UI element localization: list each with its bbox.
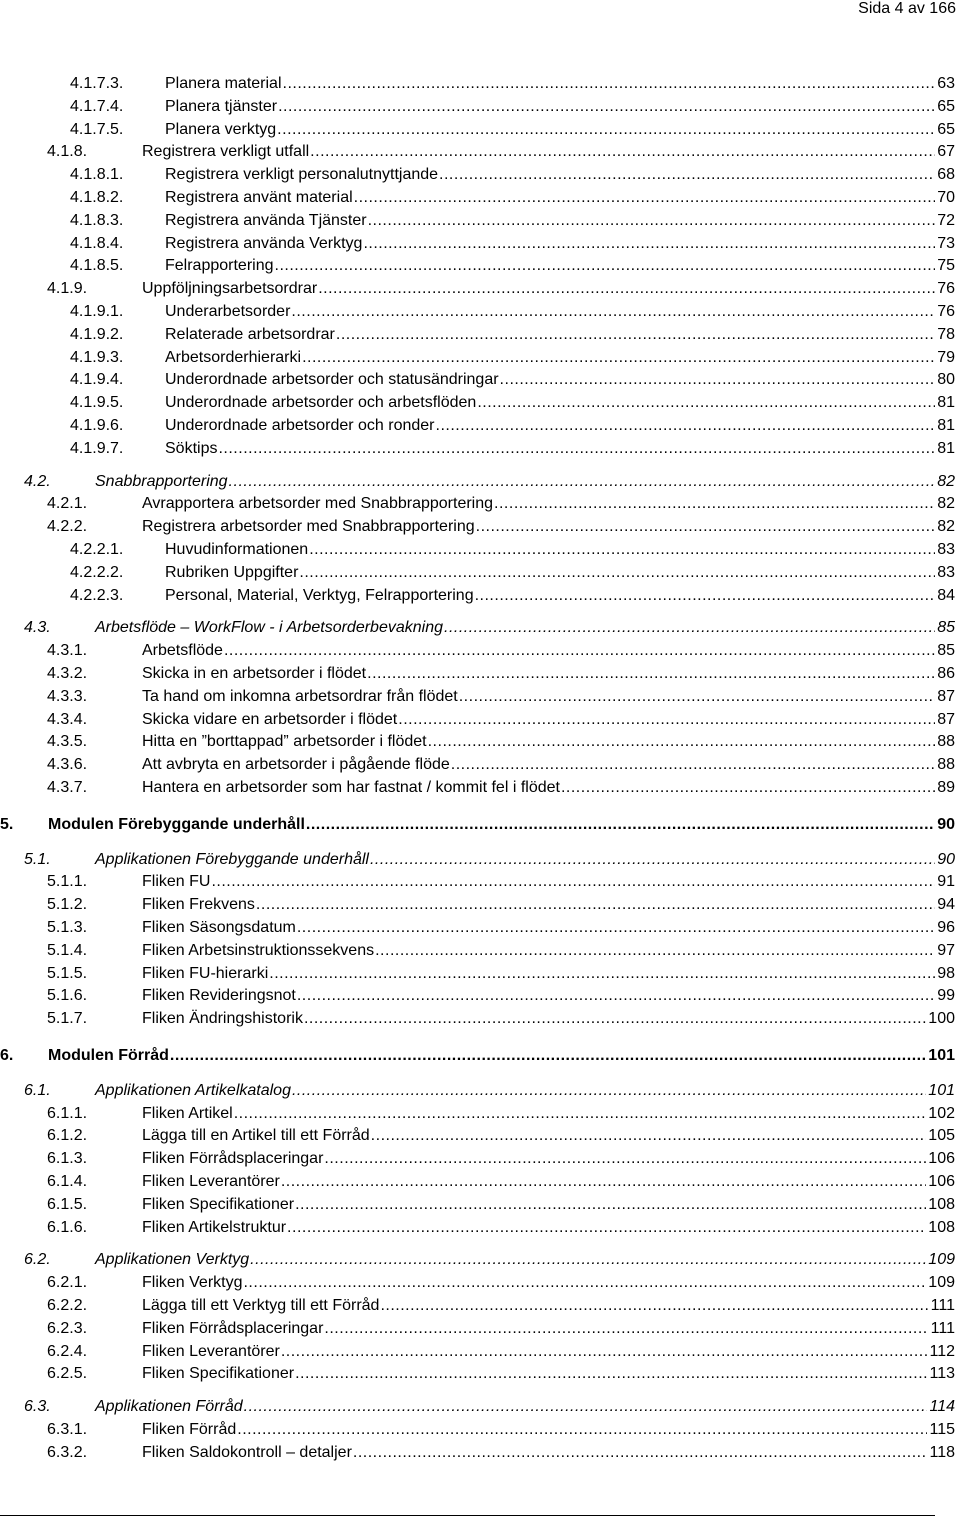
toc-entry[interactable] bbox=[0, 1172, 955, 1192]
toc-entry[interactable] bbox=[0, 142, 955, 162]
toc-entry-number: 6.2.2. bbox=[47, 1297, 88, 1314]
toc-entry-page: 101 bbox=[928, 1047, 955, 1064]
toc-entry-page: 91 bbox=[937, 873, 955, 891]
toc-entry-page: 82 bbox=[937, 495, 955, 513]
toc-entry-page: 81 bbox=[937, 417, 955, 434]
toc-dot-leader bbox=[277, 120, 935, 140]
toc-entry-title: Fliken Revideringsnot bbox=[142, 987, 296, 1005]
toc-entry-number: 4.1.7.5. bbox=[70, 120, 124, 138]
toc-entry-page: 79 bbox=[937, 348, 955, 366]
toc-entry-page: 83 bbox=[937, 563, 955, 581]
toc-entry-title: Modulen Förråd bbox=[48, 1047, 169, 1064]
toc-entry-page: 113 bbox=[929, 1365, 955, 1383]
page-header bbox=[0, 0, 960, 22]
toc-entry-number: 5.1.4. bbox=[47, 941, 88, 959]
toc-entry-title: Fliken Leverantörer bbox=[142, 1173, 280, 1190]
toc-entry[interactable] bbox=[0, 1250, 955, 1270]
toc-dot-leader bbox=[324, 1319, 928, 1339]
toc-dot-leader bbox=[309, 540, 935, 560]
toc-entry-page: 76 bbox=[937, 303, 955, 320]
toc-dot-leader bbox=[224, 641, 935, 661]
toc-entry-title: Fliken Artikel bbox=[142, 1104, 233, 1122]
toc-entry[interactable] bbox=[0, 234, 955, 254]
toc-dot-leader bbox=[459, 687, 935, 707]
toc-entry[interactable] bbox=[0, 1218, 955, 1238]
toc-entry-page: 108 bbox=[928, 1218, 955, 1236]
toc-entry-number: 6.2.3. bbox=[47, 1319, 88, 1337]
toc-entry-page: 88 bbox=[937, 733, 955, 751]
toc-entry[interactable] bbox=[0, 1342, 955, 1362]
toc-dot-leader bbox=[398, 710, 935, 730]
toc-dot-leader bbox=[170, 1046, 926, 1066]
toc-entry-title: Felrapportering bbox=[165, 257, 274, 275]
toc-entry-page: 118 bbox=[929, 1443, 955, 1461]
toc-entry-title: Registrera arbetsorder med Snabbrapportering bbox=[142, 518, 475, 536]
toc-dot-leader bbox=[318, 279, 935, 299]
toc-entry-number: 4.2.2. bbox=[47, 518, 88, 536]
toc-entry-number: 4.1.7.3. bbox=[70, 75, 124, 92]
toc-entry-title: Fliken FU bbox=[142, 873, 211, 891]
toc-entry[interactable] bbox=[0, 279, 955, 299]
toc-entry-page: 106 bbox=[928, 1173, 955, 1190]
toc-entry-number: 4.1.9.7. bbox=[70, 439, 124, 457]
toc-entry-page: 99 bbox=[937, 987, 955, 1005]
toc-entry[interactable] bbox=[0, 1273, 955, 1293]
toc-entry-number: 4.3.1. bbox=[47, 642, 88, 660]
toc-entry-number: 6.2.5. bbox=[47, 1365, 88, 1383]
toc-entry-title: Söktips bbox=[165, 439, 218, 457]
toc-dot-leader bbox=[353, 1443, 928, 1463]
toc-dot-leader bbox=[475, 586, 936, 606]
footer-divider bbox=[0, 1515, 935, 1516]
toc-entry-number: 6.1.1. bbox=[47, 1104, 88, 1122]
toc-entry-title: Fliken Frekvens bbox=[142, 896, 255, 914]
toc-entry-page: 109 bbox=[928, 1274, 955, 1292]
toc-entry-title: Registrera använda Tjänster bbox=[165, 211, 367, 229]
toc-entry-title: Personal, Material, Verktyg, Felrapportering bbox=[165, 586, 474, 604]
toc-entry-title: Registrera verkligt utfall bbox=[142, 143, 310, 161]
toc-entry-number: 4.2. bbox=[24, 472, 51, 490]
toc-entry-title: Fliken Arbetsinstruktionssekvens bbox=[142, 941, 375, 959]
toc-entry-number: 4.1.8.1. bbox=[70, 166, 124, 184]
toc-entry[interactable] bbox=[0, 472, 955, 492]
toc-dot-leader bbox=[299, 563, 935, 583]
toc-entry[interactable] bbox=[0, 895, 955, 915]
toc-entry-page: 90 bbox=[937, 850, 955, 868]
toc-entry-number: 4.1.8. bbox=[47, 143, 88, 161]
toc-entry-title: Uppföljningsarbetsordrar bbox=[142, 280, 318, 298]
toc-dot-leader bbox=[297, 918, 935, 938]
toc-entry-number: 4.1.9.5. bbox=[70, 394, 124, 412]
toc-entry[interactable] bbox=[0, 517, 955, 537]
toc-entry-page: 101 bbox=[928, 1081, 955, 1099]
toc-entry-page: 94 bbox=[937, 896, 955, 914]
toc-dot-leader bbox=[354, 188, 936, 208]
toc-entry[interactable] bbox=[0, 120, 955, 140]
toc-entry-title: Fliken Förrådsplaceringar bbox=[142, 1150, 324, 1168]
toc-entry-number: 6.1.4. bbox=[47, 1173, 88, 1190]
toc-entry[interactable] bbox=[0, 188, 955, 208]
toc-dot-leader bbox=[295, 1364, 927, 1384]
toc-entry-page: 102 bbox=[928, 1104, 955, 1122]
toc-entry-title: Fliken Säsongsdatum bbox=[142, 919, 296, 936]
toc-dot-leader bbox=[291, 302, 935, 322]
toc-entry[interactable] bbox=[0, 1009, 955, 1029]
toc-dot-leader bbox=[367, 664, 935, 684]
toc-entry-number: 6. bbox=[0, 1047, 14, 1064]
toc-entry-number: 4.1.7.4. bbox=[70, 97, 124, 115]
toc-entry[interactable] bbox=[0, 964, 955, 984]
toc-dot-leader bbox=[371, 1126, 927, 1146]
toc-entry-number: 4.1.9. bbox=[47, 280, 88, 298]
toc-dot-leader bbox=[494, 494, 935, 514]
toc-dot-leader bbox=[243, 1273, 926, 1293]
toc-entry[interactable] bbox=[0, 393, 955, 413]
toc-dot-leader bbox=[283, 74, 936, 94]
toc-dot-leader bbox=[211, 872, 935, 892]
toc-entry-number: 4.2.2.3. bbox=[70, 586, 124, 604]
toc-entry-title: Planera verktyg bbox=[165, 120, 277, 138]
toc-entry-page: 111 bbox=[930, 1319, 955, 1337]
toc-entry-page: 87 bbox=[937, 687, 955, 705]
toc-entry-title: Skicka in en arbetsorder i flödet bbox=[142, 665, 367, 682]
toc-entry[interactable] bbox=[0, 416, 955, 436]
toc-entry-page: 115 bbox=[929, 1421, 955, 1438]
toc-entry-title: Arbetsflöde bbox=[142, 642, 223, 660]
toc-entry[interactable] bbox=[0, 778, 955, 798]
toc-entry-page: 83 bbox=[937, 541, 955, 558]
toc-entry-title: Hantera en arbetsorder som har fastnat / kommit fel i flödet bbox=[142, 779, 560, 796]
toc-entry-page: 112 bbox=[929, 1342, 955, 1360]
toc-entry-page: 85 bbox=[937, 642, 955, 660]
toc-dot-leader bbox=[380, 1296, 928, 1316]
toc-entry[interactable] bbox=[0, 872, 955, 892]
toc-entry-title: Fliken Specifikationer bbox=[142, 1365, 295, 1383]
toc-entry-number: 4.3.4. bbox=[47, 710, 88, 728]
toc-entry[interactable] bbox=[0, 494, 955, 514]
toc-entry[interactable] bbox=[0, 540, 955, 560]
toc-entry[interactable] bbox=[0, 165, 955, 185]
toc-entry-number: 4.2.2.2. bbox=[70, 563, 124, 581]
toc-entry-number: 5.1.5. bbox=[47, 964, 88, 982]
toc-entry-title: Ta hand om inkomna arbetsordrar från flödet bbox=[142, 687, 458, 705]
toc-entry[interactable] bbox=[0, 563, 955, 583]
toc-entry[interactable] bbox=[0, 1364, 955, 1384]
toc-entry-number: 6.3.1. bbox=[47, 1421, 88, 1438]
toc-entry-page: 65 bbox=[937, 97, 955, 115]
toc-dot-leader bbox=[336, 325, 935, 345]
toc-entry-number: 5.1.2. bbox=[47, 896, 88, 914]
toc-entry-page: 88 bbox=[937, 756, 955, 774]
toc-entry-number: 6.3.2. bbox=[47, 1443, 88, 1461]
toc-dot-leader bbox=[278, 97, 935, 117]
toc-entry-number: 6.1. bbox=[24, 1081, 51, 1099]
toc-entry-title: Fliken Förrådsplaceringar bbox=[142, 1319, 324, 1337]
toc-entry[interactable] bbox=[0, 256, 955, 276]
toc-entry-number: 4.1.8.5. bbox=[70, 257, 124, 275]
toc-entry-number: 6.2.1. bbox=[47, 1274, 88, 1292]
toc-entry-title: Snabbrapportering bbox=[95, 472, 228, 490]
toc-entry-title: Skicka vidare en arbetsorder i flödet bbox=[142, 710, 398, 728]
toc-entry-page: 70 bbox=[937, 189, 955, 206]
toc-entry-title: Relaterade arbetsordrar bbox=[165, 325, 335, 343]
toc-entry-number: 6.1.5. bbox=[47, 1195, 88, 1213]
toc-entry[interactable] bbox=[0, 74, 955, 94]
toc-entry-number: 4.1.8.2. bbox=[70, 189, 124, 206]
toc-dot-leader bbox=[368, 211, 936, 231]
toc-dot-leader bbox=[476, 517, 936, 537]
toc-entry[interactable] bbox=[0, 211, 955, 231]
toc-dot-leader bbox=[234, 1104, 927, 1124]
toc-entry-page: 87 bbox=[937, 710, 955, 728]
toc-entry-number: 5. bbox=[0, 815, 14, 833]
toc-entry-title: Registrera verkligt personalutnyttjande bbox=[165, 166, 439, 184]
toc-entry-number: 5.1.1. bbox=[47, 873, 88, 891]
toc-dot-leader bbox=[561, 778, 935, 798]
toc-entry-number: 4.3. bbox=[24, 619, 51, 637]
toc-entry-title: Fliken Leverantörer bbox=[142, 1342, 280, 1360]
toc-entry[interactable] bbox=[0, 732, 955, 752]
toc-entry[interactable] bbox=[0, 97, 955, 117]
toc-dot-leader bbox=[269, 964, 935, 984]
toc-dot-leader bbox=[281, 1172, 926, 1192]
toc-entry[interactable] bbox=[0, 1149, 955, 1169]
toc-dot-leader bbox=[302, 348, 935, 368]
toc-entry-number: 6.2. bbox=[24, 1251, 51, 1269]
toc-entry-title: Planera tjänster bbox=[165, 97, 278, 115]
toc-entry[interactable] bbox=[0, 687, 955, 707]
toc-dot-leader bbox=[256, 895, 935, 915]
toc-entry-title: Underordnade arbetsorder och ronder bbox=[165, 417, 435, 434]
toc-entry[interactable] bbox=[0, 850, 955, 870]
toc-dot-leader bbox=[439, 165, 935, 185]
toc-entry-number: 5.1.6. bbox=[47, 987, 88, 1005]
toc-entry[interactable] bbox=[0, 348, 955, 368]
toc-entry[interactable] bbox=[0, 302, 955, 322]
page-indicator: Sida 4 av 166 bbox=[858, 0, 956, 17]
toc-entry-number: 6.1.2. bbox=[47, 1127, 88, 1145]
toc-entry-page: 65 bbox=[937, 120, 955, 138]
toc-entry-number: 4.1.9.1. bbox=[70, 303, 124, 320]
toc-entry[interactable] bbox=[0, 1420, 955, 1440]
toc-entry-page: 98 bbox=[937, 964, 955, 982]
toc-entry[interactable] bbox=[0, 641, 955, 661]
toc-entry-number: 6.2.4. bbox=[47, 1342, 88, 1360]
toc-entry-title: Fliken Verktyg bbox=[142, 1274, 243, 1292]
toc-entry[interactable] bbox=[0, 1126, 955, 1146]
toc-entry[interactable] bbox=[0, 1319, 955, 1339]
toc-entry-title: Underarbetsorder bbox=[165, 303, 291, 320]
toc-entry-title: Fliken FU-hierarki bbox=[142, 964, 269, 982]
toc-dot-leader bbox=[451, 755, 935, 775]
toc-dot-leader bbox=[237, 1420, 927, 1440]
toc-entry[interactable] bbox=[0, 815, 955, 835]
toc-entry-title: Fliken Specifikationer bbox=[142, 1195, 295, 1213]
toc-entry-title: Applikationen Förebyggande underhåll bbox=[95, 850, 369, 868]
toc-dot-leader bbox=[324, 1149, 926, 1169]
toc-entry-page: 108 bbox=[928, 1195, 955, 1213]
toc-entry-page: 76 bbox=[937, 280, 955, 298]
toc-entry[interactable] bbox=[0, 755, 955, 775]
toc-entry-title: Att avbryta en arbetsorder i pågående flöde bbox=[142, 756, 450, 774]
toc-entry-number: 4.1.9.6. bbox=[70, 417, 124, 434]
toc-entry-title: Planera material bbox=[165, 75, 282, 92]
table-of-contents bbox=[0, 70, 960, 1490]
toc-entry-page: 90 bbox=[937, 815, 955, 833]
toc-entry-page: 85 bbox=[937, 619, 955, 637]
toc-dot-leader bbox=[295, 1195, 926, 1215]
toc-entry-title: Fliken Artikelstruktur bbox=[142, 1218, 287, 1236]
toc-dot-leader bbox=[363, 234, 935, 254]
toc-entry-title: Lägga till en Artikel till ett Förråd bbox=[142, 1127, 370, 1145]
toc-entry[interactable] bbox=[0, 370, 955, 390]
toc-entry-title: Avrapportera arbetsorder med Snabbrapportering bbox=[142, 495, 494, 513]
toc-entry-title: Fliken Saldokontroll – detaljer bbox=[142, 1443, 352, 1461]
toc-entry-number: 4.3.2. bbox=[47, 665, 88, 682]
toc-entry-page: 96 bbox=[937, 919, 955, 936]
toc-entry[interactable] bbox=[0, 986, 955, 1006]
toc-entry-number: 4.2.1. bbox=[47, 495, 88, 513]
toc-entry-number: 5.1. bbox=[24, 850, 51, 868]
toc-entry[interactable] bbox=[0, 325, 955, 345]
toc-entry-title: Modulen Förebyggande underhåll bbox=[48, 815, 305, 833]
toc-entry-title: Registrera använda Verktyg bbox=[165, 234, 363, 252]
toc-entry-title: Registrera använt material bbox=[165, 189, 353, 206]
toc-entry-page: 80 bbox=[937, 371, 955, 389]
toc-entry-page: 100 bbox=[928, 1010, 955, 1028]
toc-entry-number: 4.3.5. bbox=[47, 733, 88, 751]
toc-entry-page: 111 bbox=[930, 1297, 955, 1314]
toc-entry-title: Huvudinformationen bbox=[165, 541, 309, 558]
toc-dot-leader bbox=[250, 1250, 926, 1270]
toc-dot-leader bbox=[287, 1218, 926, 1238]
toc-dot-leader bbox=[428, 732, 936, 752]
toc-entry[interactable] bbox=[0, 710, 955, 730]
toc-entry-number: 4.3.7. bbox=[47, 779, 88, 796]
toc-entry-page: 78 bbox=[937, 325, 955, 343]
toc-entry[interactable] bbox=[0, 618, 955, 638]
toc-entry-number: 4.1.9.2. bbox=[70, 325, 124, 343]
toc-entry[interactable] bbox=[0, 1296, 955, 1316]
toc-entry-page: 81 bbox=[937, 394, 955, 412]
toc-entry-page: 84 bbox=[937, 586, 955, 604]
toc-entry-page: 97 bbox=[937, 941, 955, 959]
toc-dot-leader bbox=[218, 439, 935, 459]
toc-entry-page: 86 bbox=[937, 665, 955, 682]
toc-entry[interactable] bbox=[0, 664, 955, 684]
toc-entry-number: 6.1.6. bbox=[47, 1218, 88, 1236]
toc-entry-page: 82 bbox=[937, 518, 955, 536]
toc-entry-title: Applikationen Verktyg bbox=[95, 1251, 250, 1269]
toc-entry-number: 4.1.8.4. bbox=[70, 234, 124, 252]
toc-entry[interactable] bbox=[0, 1081, 955, 1101]
toc-entry[interactable] bbox=[0, 941, 955, 961]
toc-dot-leader bbox=[375, 941, 935, 961]
toc-dot-leader bbox=[306, 815, 935, 835]
toc-dot-leader bbox=[500, 370, 936, 390]
toc-dot-leader bbox=[292, 1081, 926, 1101]
toc-entry[interactable] bbox=[0, 439, 955, 459]
toc-dot-leader bbox=[436, 416, 936, 436]
toc-entry-number: 4.2.2.1. bbox=[70, 541, 124, 558]
toc-entry-number: 4.3.3. bbox=[47, 687, 88, 705]
toc-entry-title: Lägga till ett Verktyg till ett Förråd bbox=[142, 1297, 380, 1314]
toc-entry-page: 89 bbox=[937, 779, 955, 796]
toc-entry-number: 6.1.3. bbox=[47, 1150, 88, 1168]
toc-entry[interactable] bbox=[0, 1397, 955, 1417]
toc-dot-leader bbox=[444, 618, 935, 638]
toc-entry-title: Applikationen Förråd bbox=[95, 1398, 243, 1416]
toc-dot-leader bbox=[244, 1397, 928, 1417]
toc-entry[interactable] bbox=[0, 586, 955, 606]
toc-entry-page: 75 bbox=[937, 257, 955, 275]
toc-entry-number: 4.1.9.4. bbox=[70, 371, 124, 389]
toc-entry-number: 5.1.3. bbox=[47, 919, 88, 936]
toc-entry-number: 4.1.8.3. bbox=[70, 211, 124, 229]
toc-dot-leader bbox=[477, 393, 935, 413]
toc-dot-leader bbox=[310, 142, 935, 162]
toc-entry-page: 109 bbox=[928, 1251, 955, 1269]
toc-entry-number: 4.3.6. bbox=[47, 756, 88, 774]
toc-entry-title: Underordnade arbetsorder och arbetsflöden bbox=[165, 394, 477, 412]
toc-dot-leader bbox=[275, 256, 936, 276]
toc-entry-title: Fliken Ändringshistorik bbox=[142, 1010, 303, 1028]
toc-entry-page: 68 bbox=[937, 166, 955, 184]
toc-entry-title: Underordnade arbetsorder och statusändringar bbox=[165, 371, 499, 389]
toc-dot-leader bbox=[297, 986, 935, 1006]
toc-dot-leader bbox=[229, 472, 936, 492]
toc-entry-page: 81 bbox=[937, 439, 955, 457]
toc-entry-page: 105 bbox=[928, 1127, 955, 1145]
toc-entry[interactable] bbox=[0, 1195, 955, 1215]
toc-entry[interactable] bbox=[0, 1443, 955, 1463]
toc-entry-title: Arbetsorderhierarki bbox=[165, 348, 302, 366]
toc-entry-page: 67 bbox=[937, 143, 955, 161]
toc-entry-number: 5.1.7. bbox=[47, 1010, 88, 1028]
toc-entry-title: Rubriken Uppgifter bbox=[165, 563, 299, 581]
toc-entry[interactable] bbox=[0, 918, 955, 938]
toc-entry-page: 63 bbox=[937, 75, 955, 92]
toc-dot-leader bbox=[281, 1342, 928, 1362]
toc-dot-leader bbox=[370, 850, 935, 870]
toc-entry-number: 4.1.9.3. bbox=[70, 348, 124, 366]
toc-entry-title: Hitta en ”borttappad” arbetsorder i flödet bbox=[142, 733, 427, 751]
toc-entry[interactable] bbox=[0, 1104, 955, 1124]
toc-entry-page: 72 bbox=[937, 211, 955, 229]
toc-entry-page: 106 bbox=[928, 1150, 955, 1168]
toc-entry[interactable] bbox=[0, 1046, 955, 1066]
toc-entry-number: 6.3. bbox=[24, 1398, 51, 1416]
toc-entry-title: Arbetsflöde – WorkFlow - i Arbetsorderbevakning bbox=[95, 619, 443, 637]
toc-entry-title: Applikationen Artikelkatalog bbox=[95, 1081, 291, 1099]
toc-dot-leader bbox=[304, 1009, 926, 1029]
toc-entry-page: 114 bbox=[929, 1398, 955, 1416]
toc-entry-page: 82 bbox=[937, 472, 955, 490]
toc-entry-page: 73 bbox=[937, 234, 955, 252]
toc-entry-title: Fliken Förråd bbox=[142, 1421, 237, 1438]
